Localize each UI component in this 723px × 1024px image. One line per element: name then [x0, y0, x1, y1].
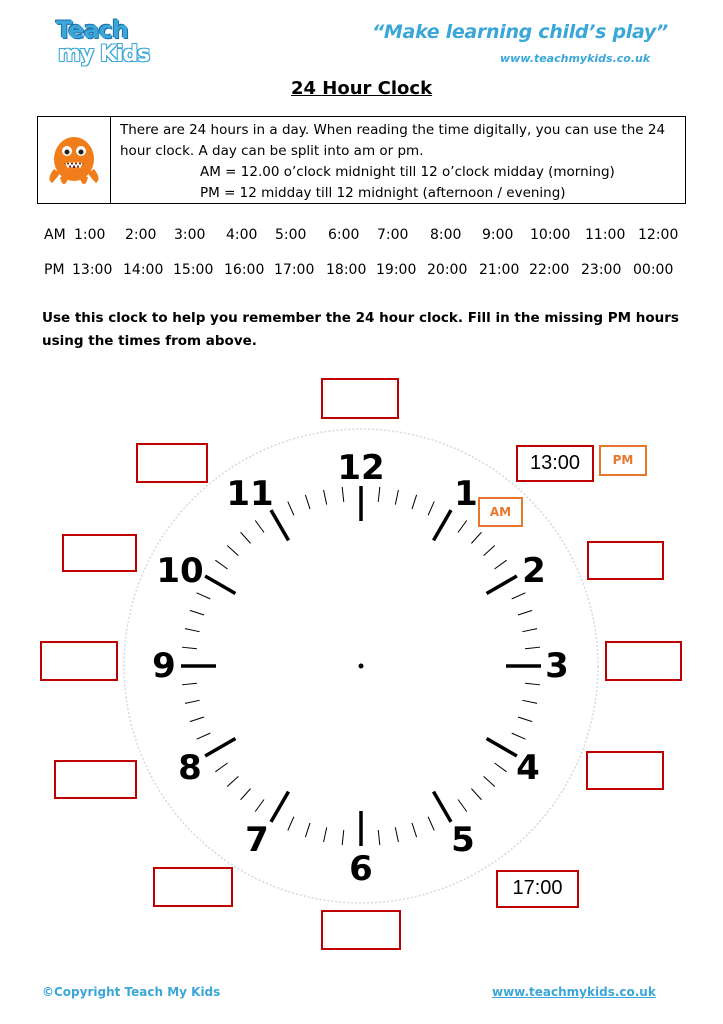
am-time-12: 12:00 — [638, 227, 679, 243]
am-time-6: 6:00 — [328, 227, 360, 243]
intro-line4: PM = 12 midday till 12 midnight (afternoon / evening) — [200, 185, 566, 201]
minute-tick — [197, 733, 211, 739]
am-time-2: 2:00 — [125, 227, 157, 243]
minute-tick — [512, 733, 526, 739]
minute-tick — [305, 495, 310, 509]
minute-tick — [190, 610, 204, 615]
numeral-10: 10 — [156, 551, 204, 591]
footer-website-link[interactable]: www.teachmykids.co.uk — [492, 985, 656, 999]
minute-tick — [378, 487, 380, 502]
am-time-5: 5:00 — [275, 227, 307, 243]
answer-box-12[interactable] — [321, 378, 399, 419]
hour-tick — [271, 792, 289, 822]
numeral-5: 5 — [451, 820, 475, 860]
answer-box-13[interactable] — [516, 445, 594, 482]
answer-box-15[interactable] — [605, 641, 682, 681]
am-time-8: 8:00 — [430, 227, 462, 243]
minute-tick — [471, 789, 481, 800]
minute-tick — [412, 823, 417, 837]
minute-tick — [494, 560, 506, 569]
numeral-3: 3 — [545, 646, 569, 686]
minute-tick — [522, 629, 537, 632]
hour-tick — [434, 792, 452, 822]
intro-line1: There are 24 hours in a day. When reading the time digitally, you can use the 24 — [120, 122, 666, 138]
answer-13-text: 13:00 — [529, 452, 581, 474]
minute-tick — [471, 532, 481, 543]
hour-tick — [205, 576, 235, 594]
minute-tick — [428, 817, 434, 831]
minute-tick — [197, 593, 211, 599]
numeral-7: 7 — [245, 820, 269, 860]
am-time-9: 9:00 — [482, 227, 514, 243]
minute-tick — [395, 490, 398, 505]
intro-line2: hour clock. A day can be split into am or pm. — [120, 143, 424, 159]
numeral-9: 9 — [152, 646, 176, 686]
minute-tick — [525, 647, 540, 649]
pm-time-13: 13:00 — [72, 262, 113, 278]
minute-tick — [378, 830, 380, 845]
hour-tick — [271, 510, 289, 540]
answer-box-17[interactable] — [496, 870, 579, 908]
logo-line2: my Kids — [58, 42, 150, 67]
answer-box-23[interactable] — [136, 443, 208, 483]
numeral-1: 1 — [454, 474, 478, 514]
minute-tick — [305, 823, 310, 837]
minute-tick — [342, 830, 344, 845]
minute-tick — [458, 799, 467, 811]
footer-copyright: ©Copyright Teach My Kids — [42, 985, 221, 999]
pm-time-14: 14:00 — [123, 262, 164, 278]
numeral-2: 2 — [522, 551, 546, 591]
pm-time-23: 23:00 — [581, 262, 622, 278]
minute-tick — [241, 532, 251, 543]
pm-time-17: 17:00 — [274, 262, 315, 278]
minute-tick — [458, 520, 467, 532]
pm-time-00: 00:00 — [633, 262, 674, 278]
minute-tick — [185, 700, 200, 703]
pm-label-text: PM — [612, 453, 634, 467]
minute-tick — [185, 629, 200, 632]
header-website: www.teachmykids.co.uk — [500, 52, 651, 65]
minute-tick — [428, 502, 434, 516]
numeral-12: 12 — [337, 448, 385, 488]
am-time-7: 7:00 — [377, 227, 409, 243]
answer-box-18[interactable] — [321, 910, 401, 950]
am-time-3: 3:00 — [174, 227, 206, 243]
minute-tick — [190, 717, 204, 722]
numeral-6: 6 — [349, 849, 373, 889]
minute-tick — [484, 546, 495, 556]
numeral-4: 4 — [516, 748, 540, 788]
answer-box-21[interactable] — [40, 641, 118, 681]
minute-tick — [255, 520, 264, 532]
minute-tick — [215, 763, 227, 772]
minute-tick — [324, 827, 327, 842]
minute-tick — [525, 683, 540, 685]
pm-label: PM — [44, 262, 65, 278]
am-time-4: 4:00 — [226, 227, 258, 243]
minute-tick — [255, 799, 264, 811]
hour-tick — [205, 739, 235, 757]
minute-tick — [227, 546, 238, 556]
answer-box-19[interactable] — [153, 867, 233, 907]
minute-tick — [324, 490, 327, 505]
minute-tick — [395, 827, 398, 842]
logo-line1: Teach — [56, 16, 128, 44]
minute-tick — [215, 560, 227, 569]
pm-time-19: 19:00 — [376, 262, 417, 278]
minute-tick — [288, 502, 294, 516]
am-time-11: 11:00 — [585, 227, 626, 243]
minute-tick — [518, 610, 532, 615]
minute-tick — [227, 776, 238, 786]
pm-time-21: 21:00 — [479, 262, 520, 278]
intro-line3: AM = 12.00 o’clock midnight till 12 o’clock midday (morning) — [200, 164, 615, 180]
minute-tick — [518, 717, 532, 722]
minute-tick — [342, 487, 344, 502]
hour-tick — [487, 576, 517, 594]
minute-tick — [182, 647, 197, 649]
numeral-8: 8 — [178, 748, 202, 788]
instructions-line1: Use this clock to help you remember the 24 hour clock. Fill in the missing PM hours — [42, 310, 679, 326]
minute-tick — [512, 593, 526, 599]
answer-17-text: 17:00 — [512, 877, 563, 899]
am-label-text: AM — [489, 505, 512, 519]
minute-tick — [241, 789, 251, 800]
minute-tick — [484, 776, 495, 786]
am-time-10: 10:00 — [530, 227, 571, 243]
pm-time-15: 15:00 — [173, 262, 214, 278]
pm-time-18: 18:00 — [326, 262, 367, 278]
pm-time-20: 20:00 — [427, 262, 468, 278]
minute-tick — [494, 763, 506, 772]
instructions-line2: using the times from above. — [42, 333, 257, 349]
am-time-1: 1:00 — [74, 227, 106, 243]
am-label-box — [478, 497, 523, 527]
answer-box-14[interactable] — [587, 541, 664, 580]
answer-box-22[interactable] — [62, 534, 137, 572]
pm-time-22: 22:00 — [529, 262, 570, 278]
minute-tick — [412, 495, 417, 509]
minute-tick — [182, 683, 197, 685]
hour-tick — [434, 510, 452, 540]
minute-tick — [288, 817, 294, 831]
am-label: AM — [44, 227, 66, 243]
slogan: “Make learning child’s play” — [372, 21, 668, 43]
answer-box-20[interactable] — [54, 760, 137, 799]
clock-center-dot — [359, 664, 364, 669]
pm-label-box — [599, 445, 647, 476]
minute-tick — [522, 700, 537, 703]
numeral-11: 11 — [226, 474, 274, 514]
page-title-text: 24 Hour Clock — [290, 78, 433, 99]
hour-tick — [487, 739, 517, 757]
answer-box-16[interactable] — [586, 751, 664, 790]
pm-time-16: 16:00 — [224, 262, 265, 278]
